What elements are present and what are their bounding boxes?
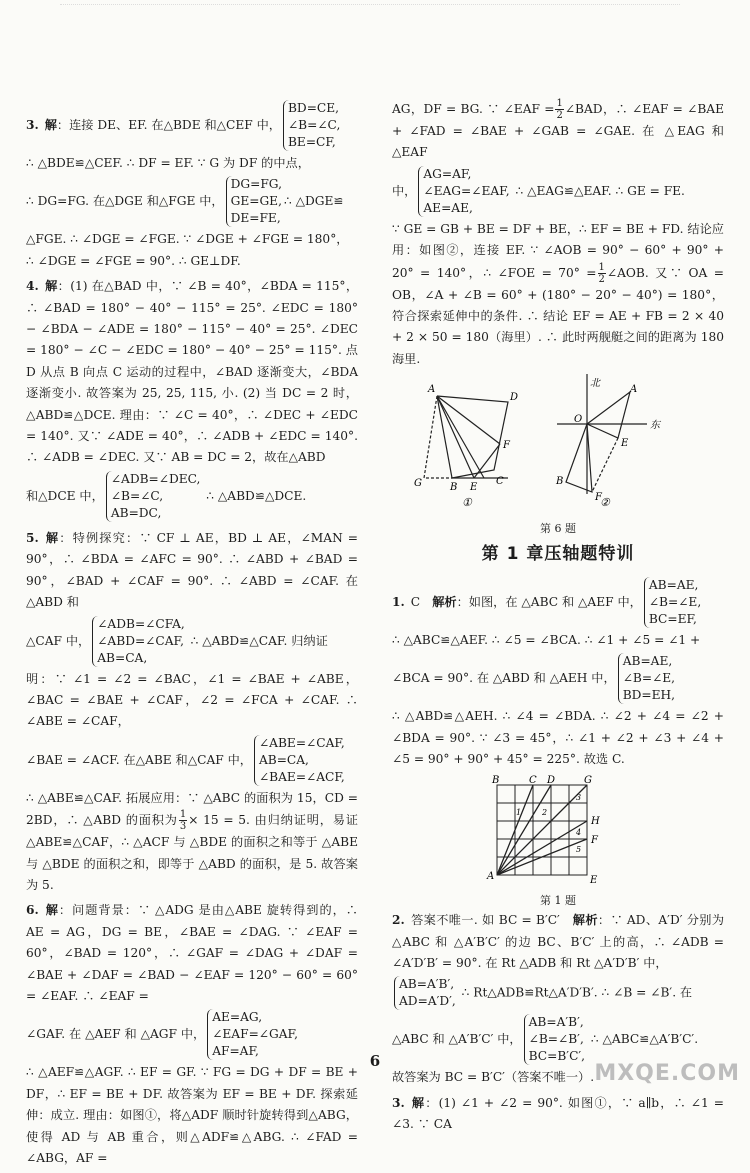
numerator: 1 <box>556 98 563 109</box>
problem-number: 5. <box>26 530 39 545</box>
figure-1-drawing <box>392 775 724 887</box>
north-label: 北 <box>590 378 600 390</box>
fraction <box>179 809 187 832</box>
eq: DE=FE, <box>230 211 281 226</box>
problem-4 <box>26 276 358 524</box>
right-column <box>392 98 724 1140</box>
label-A2: A <box>630 384 638 396</box>
text: × 15 = 5. 由归纳证明，易证 △ABE≌△CAF，∴ △ACF 与 △BDE 的面积之和等于 △ABE 与 △BDE 的面积之和，即等于 △ABD 的面积，是 5. 故答案为 5. <box>26 813 358 892</box>
label-O: O <box>574 414 583 426</box>
solution-label: 解 <box>44 279 58 294</box>
label-E2: E <box>621 438 629 450</box>
problem-number: 1. <box>392 595 405 610</box>
text: ∠BAE = ∠ACF. 在△ABE 和△CAF 中， <box>26 752 252 767</box>
fraction <box>555 98 563 121</box>
text: ∴ △DGE≌ <box>283 194 344 209</box>
eq: ∠BAE=∠ACF, <box>258 769 345 784</box>
denominator: 2 <box>598 273 605 285</box>
subfigure-1-label: ① <box>462 496 472 510</box>
subfigure-2-label: ② <box>600 496 610 510</box>
solution-label: 解 <box>44 118 57 132</box>
text: ∴ △BDE≌△CEF. ∴ DF = EF. ∵ G 为 DF 的中点， <box>26 156 310 170</box>
eq: ∠B=∠C, <box>110 488 164 503</box>
eq: AF=AF, <box>212 1044 259 1059</box>
eq: BD=EH, <box>622 688 676 703</box>
eq: ∠EAG=∠EAF, <box>423 183 510 198</box>
analysis-label: 解析 <box>432 595 457 610</box>
label-C: C <box>496 476 504 488</box>
text: 故答案为 BC = B′C′（答案不唯一）. <box>392 1070 595 1085</box>
fig1-line <box>437 396 500 444</box>
label-E: E <box>590 874 598 886</box>
text: ∴ △ABE≌△CAF. 拓展应用：∵ △ABC 的面积为 15，CD = 2BD，∴ △ABD 的面积为 <box>26 790 358 828</box>
left-column <box>26 98 358 1173</box>
equation-system <box>254 735 345 786</box>
denominator: 2 <box>556 110 563 121</box>
fraction <box>598 262 606 285</box>
text: ∴ △ABD≌△CAF. 归纳证 <box>190 633 328 648</box>
text: △ABC 和 △A′B′C′ 中， <box>392 1032 522 1047</box>
eq: AB=DC, <box>110 505 162 520</box>
label-E: E <box>470 482 478 494</box>
text: ∴ Rt△ADB≌Rt△A′D′B′. ∴ ∠B = ∠B′. 在 <box>461 985 693 1000</box>
solution-label: 解 <box>44 903 59 918</box>
exercise-1 <box>392 575 724 771</box>
eq: AG=AF, <box>423 166 472 181</box>
label-C: C <box>529 774 537 786</box>
exercise-3 <box>392 1093 724 1136</box>
eq: BD=CE, <box>287 101 340 115</box>
text: 中， <box>392 183 417 198</box>
eq: AB=AE, <box>622 654 673 669</box>
text: 明：∵ ∠1 = ∠2 = ∠BAC，∠1 = ∠BAE + ∠ABE，∠BAC = ∠BAE + ∠CAF，∠2 = ∠FCA + ∠CAF. ∴ ∠ABE = ∠CAF， <box>26 671 358 729</box>
label-B2: B <box>556 476 564 488</box>
text: ：特例探究：∵ CF ⊥ AE，BD ⊥ AE，∠MAN = 90°，∴ ∠BDA = ∠AFC = 90°. ∴ ∠ABD + ∠BAD = 90°，∠BAD + ∠CAF = 90°. ∴ ∠ABD = ∠CAF. 在△ABD 和 <box>26 530 358 610</box>
eq: AB=A′B′, <box>399 977 455 992</box>
eq: ∠B=∠E, <box>622 671 676 686</box>
denominator: 3 <box>179 821 187 833</box>
equation-system <box>226 176 282 227</box>
eq: AB=CA, <box>97 650 148 665</box>
eq: ∠EAF=∠GAF, <box>212 1027 298 1042</box>
label-D: D <box>547 774 556 786</box>
eq: GE=GE, <box>230 194 282 209</box>
text: △FGE. ∴ ∠DGE = ∠FGE. ∵ ∠DGE + ∠FGE = 180°， <box>26 232 349 247</box>
solution-label: 解 <box>44 530 60 545</box>
equation-system <box>644 577 701 628</box>
text: ：(1) 在△BAD 中，∵ ∠B = 40°，∠BDA = 115°，∴ ∠BAD = 180° − 40° − 115° = 25°. ∠EDC = 180° − ∠BDA − ∠ADE = 180° − 115° − 40° = 25°. ∠DEC = 180° − ∠C − ∠EDC = 180° − 40° − 25° = 115°. 点 D 从点 B 向点 C 运动的过程中，∠BAD 逐渐变大，∠BDA 逐渐变小. 故答案为 25, 25, 115, 小. (2) 当 DC = 2 时，△ABD≌△DCE. 理由：∵ ∠C = 40°，∴ ∠DEC + ∠EDC = 140°. 又∵ ∠ADE = 40°，∴ ∠ADB + ∠EDC = 140°. ∴ ∠ADB = ∠DEC. 又∵ AB = DC = 2，故在△ABD <box>26 279 359 465</box>
top-scan-edge <box>60 4 680 11</box>
label-H: H <box>591 815 600 827</box>
angle-5-label: 5 <box>576 844 582 854</box>
fig1-line <box>437 396 474 478</box>
eq: ∠ABE=∠CAF, <box>258 735 345 750</box>
problem-6-continued <box>392 98 724 370</box>
text: ：连接 DE、EF. 在△BDE 和△CEF 中， <box>56 118 281 132</box>
angle-3-label: 3 <box>576 792 582 802</box>
figure-1-caption: 第 1 题 <box>540 894 576 908</box>
angle-1-label: 1 <box>516 807 522 817</box>
problem-number: 6. <box>26 903 39 918</box>
label-B: B <box>450 482 458 494</box>
analysis-label: 解析 <box>572 913 598 928</box>
page-number: 6 <box>369 1052 381 1070</box>
eq: AB=AE, <box>648 578 699 593</box>
label-G: G <box>414 478 422 490</box>
problem-5 <box>26 528 358 896</box>
eq: AE=AG, <box>212 1010 263 1025</box>
text: ∴ DG=FG. 在△DGE 和△FGE 中， <box>26 194 224 209</box>
label-B: B <box>492 774 500 786</box>
eq: AB=CA, <box>258 752 309 767</box>
equation-system <box>283 100 340 151</box>
fig1-dashed <box>424 396 452 478</box>
text: ：∵ AD、A′D′ 分别为 △ABC 和 △A′B′C′ 的边 BC、B′C′ 上的高，∴ ∠ADB = ∠A′D′B′ = 90°. 在 Rt △ADB 和 Rt △A′D′B′ 中， <box>392 913 725 970</box>
eq: ∠B=∠B′, <box>528 1032 584 1047</box>
text: ∴ △EAG≌△EAF. ∴ GE = FE. <box>515 183 685 198</box>
eq: ∠ADB=∠DEC, <box>110 471 201 486</box>
label-A: A <box>428 384 436 396</box>
angle-2-label: 2 <box>542 807 548 817</box>
equation-system <box>92 616 185 667</box>
eq: ∠B=∠E, <box>648 595 702 610</box>
equation-system <box>618 653 675 704</box>
eq: AB=A′B′, <box>528 1015 584 1030</box>
label-A: A <box>487 870 495 882</box>
text: ：(1) ∠1 + ∠2 = 90°. 如图①，∵ a∥b，∴ ∠1 = ∠3. ∵ CA <box>392 1095 725 1132</box>
text: ∠BAD，∴ ∠EAF = ∠BAE + ∠FAD = ∠BAE + ∠GAB = ∠GAE. 在 △EAG 和 △EAF <box>392 102 724 160</box>
equation-system <box>106 471 201 522</box>
text: △CAF 中， <box>26 633 91 648</box>
section-heading: 第 1 章压轴题特训 <box>481 543 635 564</box>
equation-system <box>418 166 509 217</box>
fig2-upper <box>587 392 630 438</box>
text: ∴ △ABD≌△DCE. <box>206 488 307 503</box>
text: ∴ △AEF≌△AGF. ∴ EF = GF. ∵ FG = DG + DF = BE + DF，∴ EF = BE + DF. 故答案为 EF = BE + DF. 探索延伸：成立. 理由：如图①，将△ADF 顺时针旋转得到△ABG，使得 AD 与 AB 重合，则△ADF≌△ABG. ∴ ∠FAD = ∠ABG，AF = <box>26 1065 358 1165</box>
angle-4-label: 4 <box>576 827 582 837</box>
answer: C <box>410 595 421 610</box>
figure-6-caption: 第 6 题 <box>540 521 576 535</box>
figure-6-drawing <box>392 374 724 514</box>
text: ∴ △ABC≌△AEF. ∴ ∠5 = ∠BCA. ∴ ∠1 + ∠5 = ∠1 + <box>392 633 701 648</box>
eq: ∠ADB=∠CFA, <box>97 616 185 631</box>
text: 和△DCE 中， <box>26 488 104 503</box>
text: ∠BCA = 90°. 在 △ABD 和 △AEH 中， <box>392 671 616 686</box>
text: ：问题背景：∵ △ADG 是由△ABE 旋转得到的，∴ AE = AG，DG = BE，∠BAE = ∠DAG. ∵ ∠EAF = 60°，∠BAD = 120°，∴ ∠GAF = ∠DAG + ∠DAF = ∠BAE + ∠DAF = ∠BAD − ∠EAF = 120° − 60° = 60° = ∠EAF. ∴ ∠EAF = <box>26 903 358 1003</box>
figure-1 <box>392 775 724 908</box>
numerator: 1 <box>179 809 187 821</box>
problem-3 <box>26 98 358 272</box>
label-G: G <box>584 774 592 786</box>
text: ∴ △ABC≌△A′B′C′. <box>590 1032 699 1047</box>
fig2-dashed <box>592 438 618 492</box>
east-label: 东 <box>650 420 660 432</box>
problem-number: 3. <box>26 118 39 132</box>
eq: AD=A′D′, <box>399 994 456 1009</box>
text: ∴ △ABD≌△AEH. ∴ ∠4 = ∠BDA. ∴ ∠2 + ∠4 = ∠2 + ∠BDA = 90°. ∵ ∠3 = 45°，∴ ∠1 + ∠2 + ∠3 + ∠4 + ∠5 = 90° + 90° + 45° = 225°. 故选 C. <box>392 709 724 767</box>
label-F2: F <box>595 492 602 504</box>
fig1-outline <box>437 396 508 478</box>
equation-system <box>394 976 456 1010</box>
text: ∠GAF. 在 △AEF 和 △AGF 中， <box>26 1027 206 1042</box>
site-watermark: MXQE.COM <box>594 1061 740 1086</box>
problem-number: 4. <box>26 279 39 294</box>
text: ∵ GE = GB + BE = DF + BE，∴ EF = BE + FD. 结论应用：如图②，连接 EF. ∵ ∠AOB = 90° − 60° + 90° + 20° = 140°，∴ ∠FOE = 70° = <box>392 221 724 280</box>
label-F: F <box>591 834 598 846</box>
ray-AG <box>497 785 587 875</box>
eq: BC=EF, <box>648 612 697 627</box>
eq: ∠B=∠C, <box>287 118 341 132</box>
label-F: F <box>503 440 510 452</box>
fig2-lower <box>566 424 592 492</box>
eq: DG=FG, <box>230 177 282 192</box>
problem-number: 3. <box>392 1095 405 1110</box>
text: ∠AOB. 又∵ OA = OB，∠A + ∠B = 60° + (180° − 20° − 40°) = 180°，符合探索延伸中的条件. ∴ 结论 EF = AE + FB = 2 × 40 + 2 × 50 = 180（海里）. ∴ 此时两舰艇之间的距离为 180 海里. <box>392 265 724 366</box>
text: ∴ ∠DGE = ∠FGE = 90°. ∴ GE⊥DF. <box>26 253 241 268</box>
label-D: D <box>510 392 519 404</box>
eq: BE=CF, <box>287 135 336 149</box>
problem-number: 2. <box>392 913 405 928</box>
text: AG，DF = BG. ∵ ∠EAF = <box>392 102 555 116</box>
text: ：如图，在 △ABC 和 △AEF 中， <box>456 595 642 610</box>
answer: 答案不唯一. 如 BC = B′C′ <box>410 913 560 928</box>
solution-label: 解 <box>410 1095 426 1110</box>
eq: BC=B′C′, <box>528 1049 586 1064</box>
problem-6 <box>26 900 358 1169</box>
eq: ∠ABD=∠CAF, <box>97 633 184 648</box>
numerator: 1 <box>598 261 605 273</box>
eq: AE=AE, <box>423 200 473 215</box>
figure-6 <box>392 374 724 535</box>
